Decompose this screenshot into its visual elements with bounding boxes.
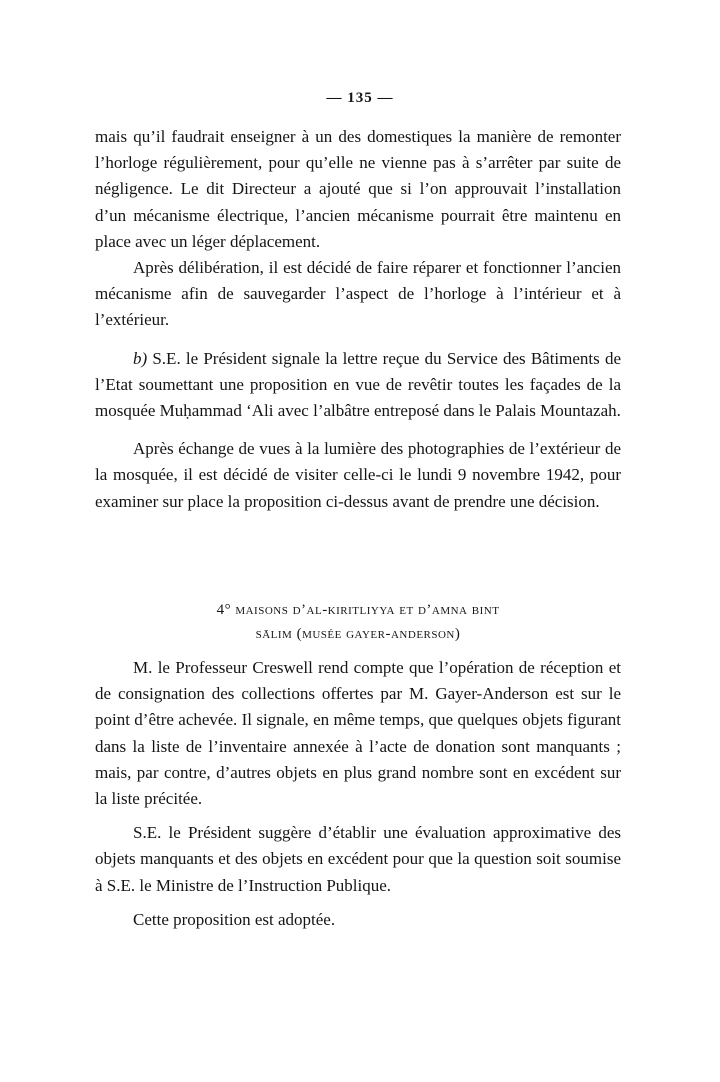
paragraph-1: mais qu’il faudrait enseigner à un des domestiques la manière de remonter l’horloge régulièrement, pour qu’elle ne vienne pas à s’arrêter par suite de négligence. Le dit Directeur a ajouté que si l’on approuvait l’installation d’un mécanisme électrique, l’ancien mécanisme pourrait être maintenu en place avec un léger déplacement. <box>95 127 621 251</box>
section-paragraph-2: S.E. le Président suggère d’établir une évaluation approximative des objets manquants et des objets en excédent pour que la question soit soumise à S.E. le Ministre de l’Instruction Publique. <box>95 823 621 895</box>
page-number: — 135 — <box>326 90 394 106</box>
body-text <box>95 124 621 515</box>
section-heading-line2: sālim (musée gayer-anderson) <box>255 626 461 642</box>
paragraph-4: Après échange de vues à la lumière des photographies de l’extérieur de la mosquée, il est décidé de visiter celle-ci le lundi 9 novembre 1942, pour examiner sur place la proposition ci-dessus avant de prendre une décision. <box>95 439 621 511</box>
paragraph-3 <box>95 346 621 425</box>
paragraph-3-label: b) <box>133 348 148 368</box>
paragraph-3-text: S.E. le Président signale la lettre reçue du Service des Bâtiments de l’Etat soumettant une proposition en vue de revêtir toutes les façades de la mosquée Muḥammad ‘Ali avec l’albâtre entreposé dans le Palais Mountazah. <box>95 348 621 421</box>
section-heading-line1: 4° maisons d’al-kiritliyya et d’amna bint <box>216 602 500 618</box>
paragraph-2: Après délibération, il est décidé de faire réparer et fonctionner l’ancien mécanisme afin de sauvegarder l’aspect de l’horloge à l’intérieur et à l’extérieur. <box>95 258 621 330</box>
section-body <box>95 655 621 933</box>
section-paragraph-1: M. le Professeur Creswell rend compte que l’opération de réception et de consignation des collections offertes par M. Gayer-Anderson est sur le point d’être achevée. Il signale, en même temps, que quelques objets figurant dans la liste de l’inventaire annexée à l’acte de donation sont manquants ; mais, par contre, d’autres objets en plus grand nombre sont en excédent sur la liste précitée. <box>95 658 621 809</box>
section-paragraph-3: Cette proposition est adoptée. <box>133 909 336 929</box>
